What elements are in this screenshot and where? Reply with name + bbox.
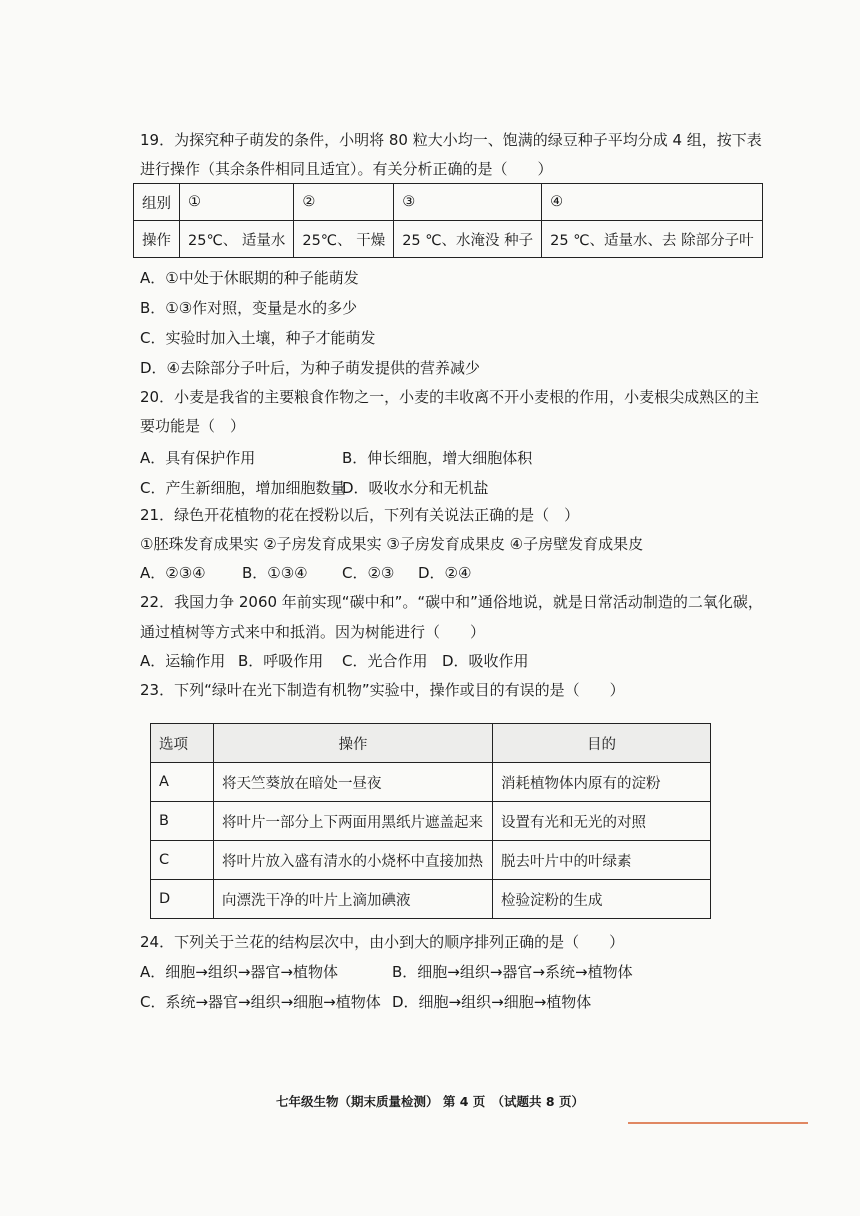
q20-option-c: C．产生新细胞，增加细胞数量 xyxy=(140,479,346,497)
table-header-cell: 目的 xyxy=(493,724,711,763)
q20-option-d: D．吸收水分和无机盐 xyxy=(342,479,489,497)
table-cell: D xyxy=(151,880,214,919)
table-header-row xyxy=(151,724,711,763)
q21-option-a: A．②③④ xyxy=(140,564,206,582)
table-cell: 将叶片放入盛有清水的小烧杯中直接加热 xyxy=(214,841,493,880)
q21-option-d: D．②④ xyxy=(418,564,472,582)
table-cell: 将天竺葵放在暗处一昼夜 xyxy=(214,763,493,802)
table-cell: ② xyxy=(294,184,394,221)
q19-option-b: B．①③作对照，变量是水的多少 xyxy=(140,299,358,317)
q20-stem-line1: 20．小麦是我省的主要粮食作物之一，小麦的丰收离不开小麦根的作用，小麦根尖成熟区的主 xyxy=(140,388,760,406)
q19-stem-line1: 19．为探究种子萌发的条件，小明将 80 粒大小均一、饱满的绿豆种子平均分成 4 组，按下表 xyxy=(140,131,762,149)
decorative-line xyxy=(628,1122,808,1124)
q21-option-b: B．①③④ xyxy=(242,564,308,582)
table-row xyxy=(151,802,711,841)
q19-stem-line2: 进行操作（其余条件相同且适宜）。有关分析正确的是（ ） xyxy=(140,160,553,178)
table-cell: A xyxy=(151,763,214,802)
table-cell: 操作 xyxy=(134,221,180,258)
table-cell: 25℃、 适量水 xyxy=(180,221,294,258)
q19-option-d: D．④去除部分子叶后，为种子萌发提供的营养减少 xyxy=(140,359,480,377)
table-header-cell: 选项 xyxy=(151,724,214,763)
q22-option-b: B．呼吸作用 xyxy=(238,652,324,670)
q23-table xyxy=(150,723,711,919)
table-cell: ④ xyxy=(542,184,762,221)
table-header-cell: 操作 xyxy=(214,724,493,763)
table-cell: 25℃、 干燥 xyxy=(294,221,394,258)
q24-option-d: D．细胞→组织→细胞→植物体 xyxy=(392,993,592,1011)
table-cell: 向漂洗干净的叶片上滴加碘液 xyxy=(214,880,493,919)
q23-stem: 23．下列“绿叶在光下制造有机物”实验中，操作或目的有误的是（ ） xyxy=(140,681,625,699)
q21-option-c: C．②③ xyxy=(342,564,395,582)
q20-stem-line2: 要功能是（ ） xyxy=(140,417,246,435)
q24-option-a: A．细胞→组织→器官→植物体 xyxy=(140,963,338,981)
table-cell: 组别 xyxy=(134,184,180,221)
table-cell: 脱去叶片中的叶绿素 xyxy=(493,841,711,880)
q21-stem-line1: 21．绿色开花植物的花在授粉以后，下列有关说法正确的是（ ） xyxy=(140,506,580,524)
q24-option-c: C．系统→器官→组织→细胞→植物体 xyxy=(140,993,381,1011)
table-row xyxy=(151,880,711,919)
q22-stem-line1: 22．我国力争 2060 年前实现“碳中和”。“碳中和”通俗地说，就是日常活动制造的二氧化碳， xyxy=(140,593,763,611)
table-row xyxy=(151,763,711,802)
q22-option-a: A．运输作用 xyxy=(140,652,226,670)
table-cell: 消耗植物体内原有的淀粉 xyxy=(493,763,711,802)
q20-option-b: B．伸长细胞，增大细胞体积 xyxy=(342,449,533,467)
table-cell: ③ xyxy=(394,184,542,221)
q20-option-a: A．具有保护作用 xyxy=(140,449,256,467)
q24-stem: 24．下列关于兰花的结构层次中，由小到大的顺序排列正确的是（ ） xyxy=(140,933,625,951)
q19-option-c: C．实验时加入土壤，种子才能萌发 xyxy=(140,329,376,347)
table-cell: 25 ℃、水淹没 种子 xyxy=(394,221,542,258)
table-cell: ① xyxy=(180,184,294,221)
table-cell: 检验淀粉的生成 xyxy=(493,880,711,919)
q22-option-d: D．吸收作用 xyxy=(442,652,529,670)
q21-statements: ①胚珠发育成果实 ②子房发育成果实 ③子房发育成果皮 ④子房壁发育成果皮 xyxy=(140,535,644,553)
table-cell: 将叶片一部分上下两面用黑纸片遮盖起来 xyxy=(214,802,493,841)
table-row xyxy=(151,841,711,880)
table-cell: B xyxy=(151,802,214,841)
q24-option-b: B．细胞→组织→器官→系统→植物体 xyxy=(392,963,633,981)
page-footer: 七年级生物（期末质量检测） 第 4 页 （试题共 8 页） xyxy=(276,1094,584,1109)
q22-stem-line2: 通过植树等方式来中和抵消。因为树能进行（ ） xyxy=(140,623,486,641)
table-cell: 设置有光和无光的对照 xyxy=(493,802,711,841)
q19-table xyxy=(133,183,763,258)
q19-option-a: A．①中处于休眠期的种子能萌发 xyxy=(140,269,359,287)
q22-option-c: C．光合作用 xyxy=(342,652,428,670)
table-row xyxy=(134,221,763,258)
table-row xyxy=(134,184,763,221)
table-cell: 25 ℃、适量水、去 除部分子叶 xyxy=(542,221,762,258)
table-cell: C xyxy=(151,841,214,880)
